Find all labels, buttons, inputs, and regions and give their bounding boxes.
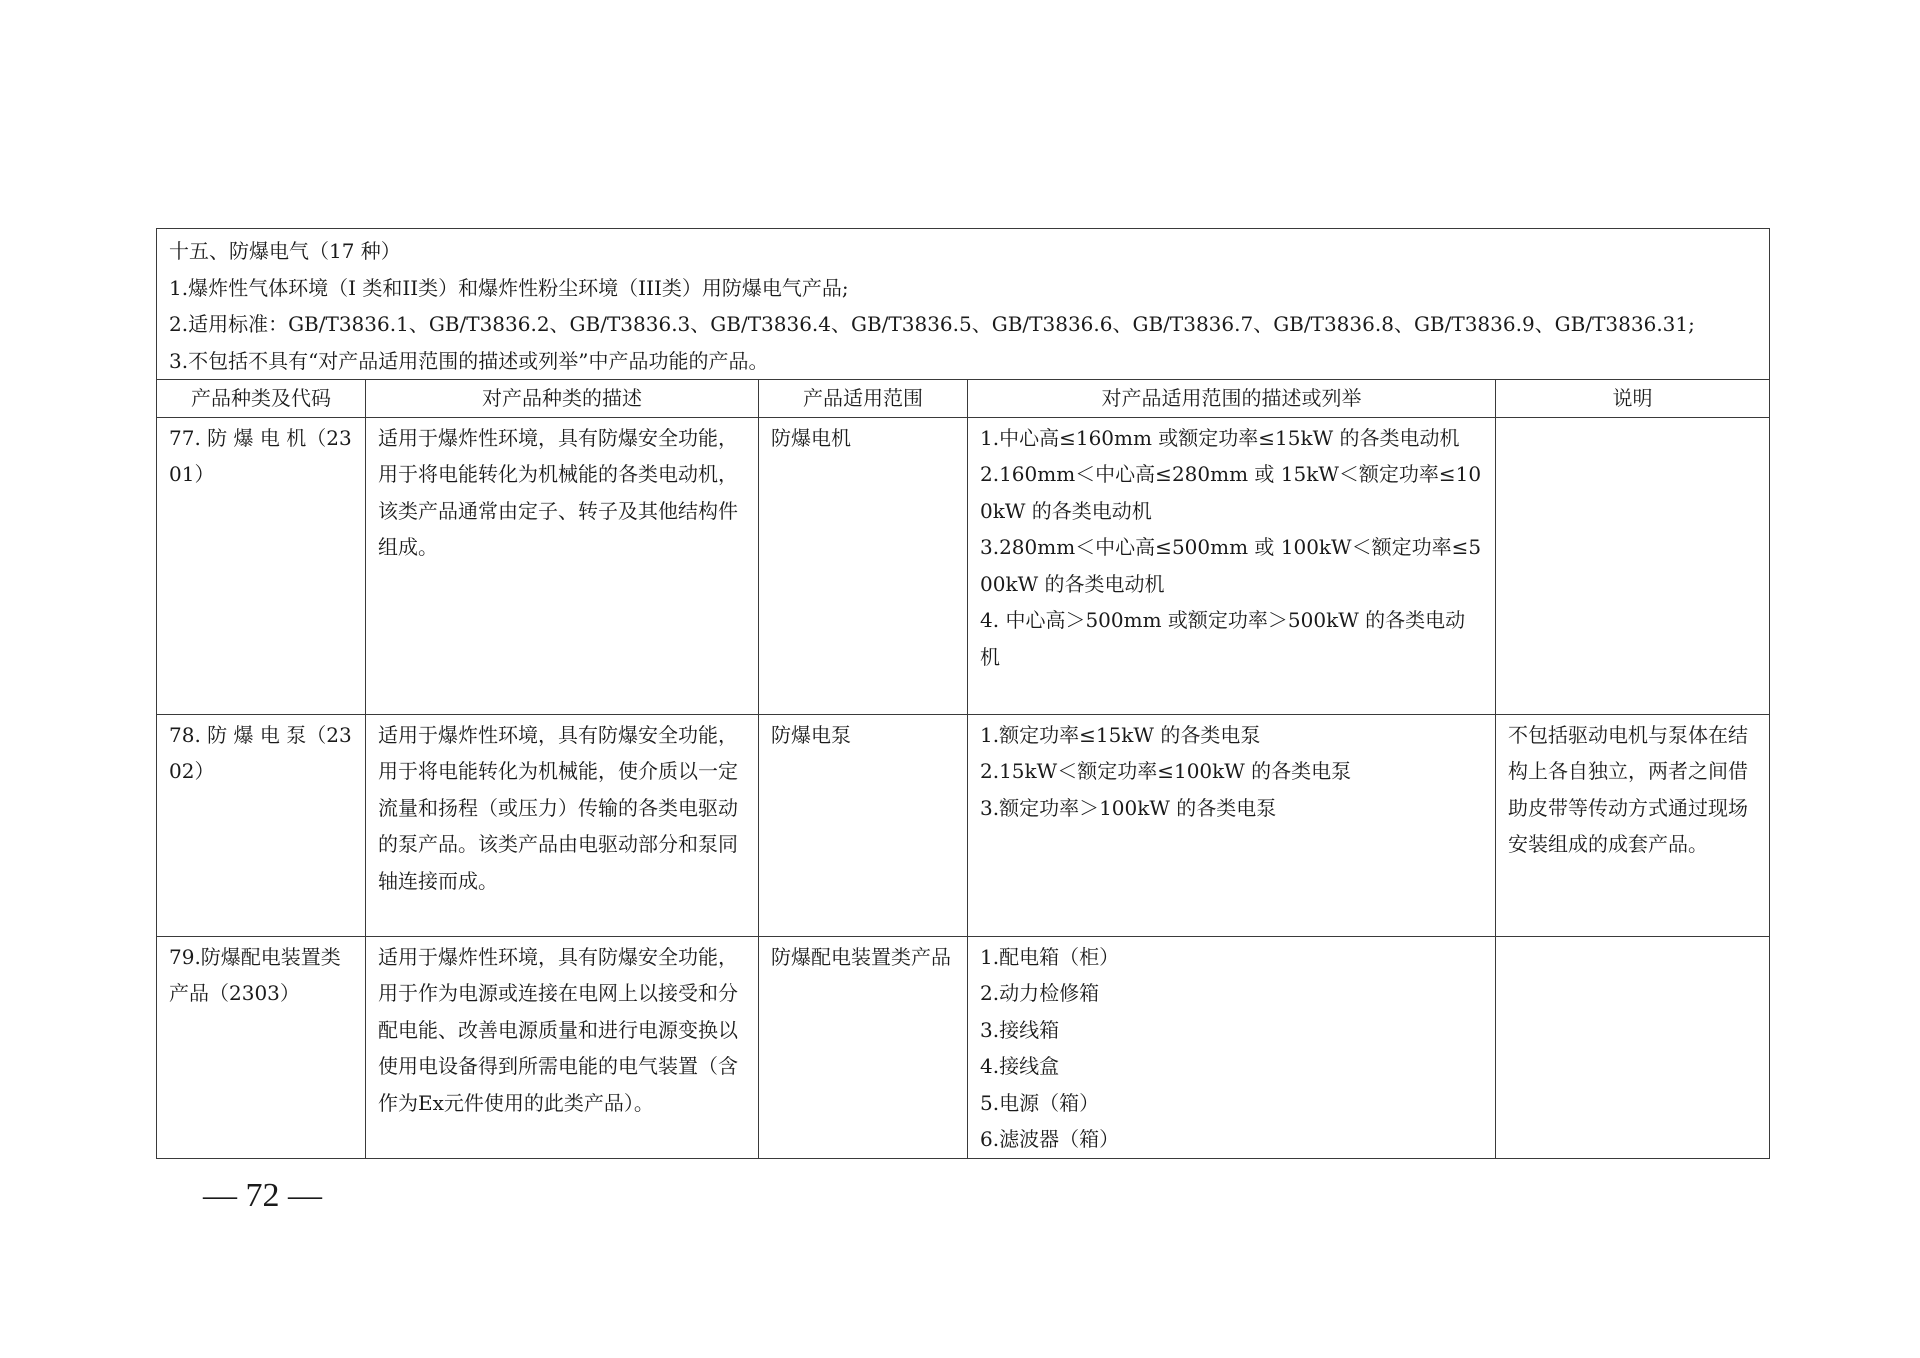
product-category-cell: 78. 防 爆 电 泵（2302） bbox=[157, 714, 366, 936]
product-description-cell: 适用于爆炸性环境，具有防爆安全功能，用于作为电源或连接在电网上以接受和分配电能、改善电源质量和进行电源变换以使用电设备得到所需电能的电气装置（含作为Ex元件使用的此类产品）。 bbox=[366, 936, 759, 1158]
product-catalog-table bbox=[156, 228, 1770, 1159]
product-description-cell: 适用于爆炸性环境，具有防爆安全功能，用于将电能转化为机械能的各类电动机，该类产品通常由定子、转子及其他结构件组成。 bbox=[366, 417, 759, 714]
table-row bbox=[157, 714, 1770, 936]
product-scope-cell: 防爆配电装置类产品 bbox=[759, 936, 968, 1158]
scope-item: 4.接线盒 bbox=[980, 1054, 1060, 1078]
scope-item: 2.动力检修箱 bbox=[980, 981, 1100, 1005]
section-note: 1.爆炸性气体环境（I 类和II类）和爆炸性粉尘环境（III类）用防爆电气产品; bbox=[169, 275, 849, 300]
scope-item: 6.滤波器（箱） bbox=[980, 1127, 1120, 1151]
remark-cell: 不包括驱动电机与泵体在结构上各自独立，两者之间借助皮带等传动方式通过现场安装组成的成套产品。 bbox=[1496, 714, 1770, 936]
product-description-cell: 适用于爆炸性环境，具有防爆安全功能，用于将电能转化为机械能，使介质以一定流量和扬程（或压力）传输的各类电驱动的泵产品。该类产品由电驱动部分和泵同轴连接而成。 bbox=[366, 714, 759, 936]
scope-list-cell bbox=[968, 714, 1496, 936]
remark-cell bbox=[1496, 936, 1770, 1158]
column-header: 对产品种类的描述 bbox=[366, 380, 759, 418]
column-header: 产品适用范围 bbox=[759, 380, 968, 418]
scope-item: 3.接线箱 bbox=[980, 1017, 1060, 1042]
scope-item: 2.15kW＜额定功率≤100kW 的各类电泵 bbox=[980, 759, 1352, 783]
section-intro-row bbox=[157, 229, 1770, 380]
table-row bbox=[157, 936, 1770, 1158]
scope-item: 1.配电箱（柜） bbox=[980, 944, 1120, 969]
scope-item: 3.280mm＜中心高≤500mm 或 100kW＜额定功率≤500kW 的各类电动机 bbox=[980, 535, 1482, 596]
section-note: 2.适用标准：GB/T3836.1、GB/T3836.2、GB/T3836.3、GB/T3836.4、GB/T3836.5、GB/T3836.6、GB/T3836.7、GB/T3836.8、GB/T3836.9、GB/T3836.31; bbox=[169, 312, 1695, 336]
table-row bbox=[157, 417, 1770, 714]
scope-item: 5.电源（箱） bbox=[980, 1090, 1100, 1115]
table-header-row bbox=[157, 380, 1770, 418]
product-category-cell: 77. 防 爆 电 机（2301） bbox=[157, 417, 366, 714]
page-number: — 72 — bbox=[203, 1177, 322, 1214]
section-note: 3.不包括不具有“对产品适用范围的描述或列举”中产品功能的产品。 bbox=[169, 348, 769, 373]
column-header: 产品种类及代码 bbox=[157, 380, 366, 418]
product-scope-cell: 防爆电机 bbox=[759, 417, 968, 714]
remark-cell bbox=[1496, 417, 1770, 714]
scope-item: 3.额定功率＞100kW 的各类电泵 bbox=[980, 795, 1277, 820]
scope-item: 1.额定功率≤15kW 的各类电泵 bbox=[980, 722, 1261, 747]
section-title: 十五、防爆电气（17 种） bbox=[169, 239, 401, 263]
product-scope-cell: 防爆电泵 bbox=[759, 714, 968, 936]
scope-list-cell bbox=[968, 417, 1496, 714]
column-header: 对产品适用范围的描述或列举 bbox=[968, 380, 1496, 418]
product-category-cell: 79.防爆配电装置类产品（2303） bbox=[157, 936, 366, 1158]
scope-item: 4. 中心高＞500mm 或额定功率＞500kW 的各类电动机 bbox=[980, 608, 1466, 669]
scope-item: 1.中心高≤160mm 或额定功率≤15kW 的各类电动机 bbox=[980, 425, 1460, 450]
column-header: 说明 bbox=[1496, 380, 1770, 418]
scope-list-cell bbox=[968, 936, 1496, 1158]
scope-item: 2.160mm＜中心高≤280mm 或 15kW＜额定功率≤100kW 的各类电动机 bbox=[980, 462, 1482, 523]
section-intro-cell bbox=[157, 229, 1770, 380]
